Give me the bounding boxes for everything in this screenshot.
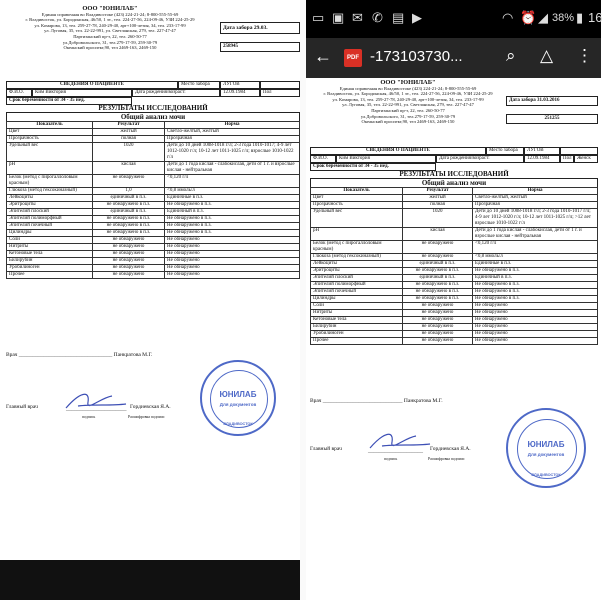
table-row (7, 265, 300, 272)
param-cell: Эпителий полиморфный (311, 282, 403, 289)
result-cell: кислая (403, 228, 473, 241)
lab-line: ул.Добровольского, 31, тел.279-17-59, 259-30-79 (360, 113, 456, 119)
result-cell: не обнаружено (403, 317, 473, 324)
back-arrow-icon[interactable]: ← (314, 46, 332, 66)
sign-decode-caption: Расшифровка подписи (128, 415, 165, 419)
result-cell: не обнаружено в п.з. (403, 282, 473, 289)
results-table (6, 121, 300, 279)
param-cell: Кетоновые тела (311, 317, 403, 324)
norm-cell: Светло-желтый, желтый (165, 129, 300, 136)
sex-value: Женск (574, 155, 598, 163)
result-cell: не обнаружено в п.з. (93, 216, 165, 223)
norm-cell: Не обнаружено (165, 272, 300, 279)
doctor-name: Панкратова М.Г. (403, 398, 443, 404)
test-title: Общий анализ мочи (6, 112, 300, 122)
lab-line: Партизанский пр-т, 22, тел. 260-50-77 (73, 33, 147, 39)
fio-value: Ким Виктория (336, 155, 436, 163)
norm-cell: Светло-желтый, желтый (473, 195, 598, 202)
sign-decode-caption: Расшифровка подписи (428, 457, 465, 461)
table-row (7, 195, 300, 202)
result-cell: единичный в п.з. (93, 195, 165, 202)
param-cell: Лейкоциты (311, 261, 403, 268)
doctor-label: Врач (6, 352, 18, 358)
result-cell: не обнаружено в п.з. (403, 289, 473, 296)
table-row (311, 209, 598, 228)
col-header-param: Показатель (311, 188, 403, 195)
result-cell: не обнаружено в п.з. (93, 202, 165, 209)
chief-label: Главный врач (6, 404, 38, 410)
norm-cell: Не обнаружено (165, 258, 300, 265)
sex-label: Пол (560, 155, 574, 163)
param-cell: Цвет (7, 129, 93, 136)
results-title: РЕЗУЛЬТАТЫ ИССЛЕДОВАНИЙ (399, 170, 509, 178)
table-row (311, 241, 598, 254)
result-cell: не обнаружено (93, 265, 165, 272)
test-title: Общий анализ мочи (310, 178, 598, 188)
table-row (7, 223, 300, 230)
norm-cell: Единичные в п.з. (165, 195, 300, 202)
stamp-center: ЮНИЛАБ (527, 440, 565, 449)
result-cell: не обнаружено (403, 254, 473, 261)
param-cell: Удельный вес (311, 209, 403, 228)
sex-label: Пол (260, 89, 300, 97)
param-cell: Цилиндры (7, 230, 93, 237)
table-row (311, 303, 598, 310)
table-row (7, 209, 300, 216)
table-row (7, 143, 300, 162)
lab-line: ул.Добровольского, 31, тел.279-17-59, 259-30-79 (62, 39, 158, 45)
table-row (7, 258, 300, 265)
alarm-icon: ⏰ (520, 10, 537, 25)
lab-line: г. Владивосток, ул. Бородинская, 46/50, 1 эт., тел. 224-27-56, 224-09-46, УЗИ 224-25-29 (323, 91, 493, 97)
param-cell: Эритроциты (311, 268, 403, 275)
birth-label: Дата рождения/возраст: (132, 89, 220, 97)
result-cell: единичный в п.з. (93, 209, 165, 216)
result-cell: желтый (403, 195, 473, 202)
order-number: 251255 (506, 114, 598, 124)
table-row (311, 310, 598, 317)
place-label: Место забора (178, 81, 220, 89)
norm-cell: Не обнаружено (165, 251, 300, 258)
table-row (311, 317, 598, 324)
result-cell: не обнаружено (93, 244, 165, 251)
param-cell: Глюкоза (метод гексокиназный) (7, 188, 93, 195)
param-cell: Соли (311, 303, 403, 310)
lab-name: ООО "ЮНИЛАБ" (380, 79, 436, 86)
black-bar (0, 560, 300, 600)
table-header-row (7, 122, 300, 129)
table-row (311, 338, 598, 345)
table-row (7, 230, 300, 237)
table-row (7, 129, 300, 136)
lab-line: ул. Комарова, 13, тел. 259-27-78, 240-29-40, арт+100-летия, 34, тел. 233-17-99 (34, 22, 186, 28)
sample-date: Дата забора 31.03.2016 (506, 96, 598, 106)
notification-icon: ▭ (312, 10, 325, 25)
lab-stamp (506, 408, 586, 488)
result-cell: желтый (93, 129, 165, 136)
param-cell: Белок (метод с пирогаллоловым красным) (311, 241, 403, 254)
table-row (7, 188, 300, 195)
table-row (311, 282, 598, 289)
order-number: 258945 (220, 42, 300, 52)
result-cell: не обнаружено (93, 175, 165, 188)
fio-label: Ф.И.О. (6, 89, 32, 97)
table-row (311, 261, 598, 268)
param-cell: Белок (метод с пирогаллоловым красным) (7, 175, 93, 188)
col-header-norm: Норма (473, 188, 598, 195)
norm-cell: Не обнаружено в п.з. (473, 282, 598, 289)
table-row (7, 251, 300, 258)
param-cell: Эпителий полиморфный (7, 216, 93, 223)
table-row (311, 296, 598, 303)
result-cell: не обнаружено (403, 338, 473, 345)
result-cell: 1,0 (93, 188, 165, 195)
place-label: Место забора (486, 147, 524, 155)
table-row (7, 136, 300, 143)
stamp-sub: Для документов (219, 402, 257, 407)
norm-cell: Прозрачная (165, 136, 300, 143)
norm-cell: Не обнаружено в п.з. (165, 216, 300, 223)
table-row (7, 237, 300, 244)
table-row (311, 202, 598, 209)
battery-icon: ▮ (576, 10, 584, 25)
param-cell: Уробилиноген (7, 265, 93, 272)
norm-cell: <0,8 ммоль/л (165, 188, 300, 195)
result-cell: не обнаружено (93, 258, 165, 265)
col-header-result: Результат (93, 122, 165, 129)
signal-icon: ◢ (538, 10, 548, 25)
result-cell: полная (403, 202, 473, 209)
play-icon: ▶ (412, 10, 422, 25)
doctor-label: Врач (310, 398, 322, 404)
search-icon[interactable]: ⌕ (506, 46, 516, 65)
norm-cell: <0,120 г/л (473, 241, 598, 254)
blank-cell (560, 147, 598, 155)
table-row (311, 228, 598, 241)
norm-cell: Не обнаружено в п.з. (165, 223, 300, 230)
param-cell: Удельный вес (7, 143, 93, 162)
norm-cell: Не обнаружено в п.з. (473, 268, 598, 275)
lab-line: Единая справочная во Владивостоке (423) 224-21-24; 8-800-555-55-69 (41, 11, 179, 17)
android-status-bar (306, 0, 601, 38)
result-cell: не обнаружено в п.з. (93, 230, 165, 237)
result-cell: не обнаружено (403, 241, 473, 254)
param-cell: Лейкоциты (7, 195, 93, 202)
doctor-name: Панкратова М.Г. (113, 352, 153, 358)
norm-cell: Не обнаружено в п.з. (165, 230, 300, 237)
result-cell: не обнаружено (403, 303, 473, 310)
table-row (311, 195, 598, 202)
place-value: ЛУГОВ (220, 81, 260, 89)
doctor-signature-line: Врач __________________________________ Панкратова М.Г. (6, 352, 153, 358)
norm-cell: <0,120 г/л (165, 175, 300, 188)
lab-name: ООО "ЮНИЛАБ" (82, 5, 138, 12)
fio-label: Ф.И.О. (310, 155, 336, 163)
call-icon: ✆ (372, 10, 383, 25)
param-cell: Эпителий плоский (311, 275, 403, 282)
chief-name: Гордиевская Я.А. (430, 446, 471, 452)
table-row (7, 175, 300, 188)
norm-cell: Дети до 1 года кислая - слабокислая, дети от 1 г. и взрослые кислая - нейтральная (165, 162, 300, 175)
pdf-viewer-app-bar (306, 38, 601, 78)
battery-percent: 38% (552, 12, 575, 24)
lab-line: Единая справочная во Владивостоке (423) 224-21-24; 8-800-555-55-69 (339, 85, 477, 91)
result-cell: кислая (93, 162, 165, 175)
norm-cell: Дети до 10 дней 1008-1018 г/л; 2-3 года 1010-1017; 4-9 лет 1012-1020 г/л; 10-12 лет 1011-1025 г/л; взрослые 1010-1022 г/л (165, 143, 300, 162)
sign-caption: подпись (384, 457, 398, 461)
table-row (311, 289, 598, 296)
result-cell: не обнаружено в п.з. (403, 296, 473, 303)
table-row (311, 324, 598, 331)
sample-date: Дата забора 29.03. (220, 22, 300, 34)
mail-icon: ✉ (352, 10, 363, 25)
result-cell: 1020 (403, 209, 473, 228)
wifi-icon: ◠ (502, 10, 514, 25)
param-cell: Глюкоза (метод гексокиназный) (311, 254, 403, 261)
norm-cell: Не обнаружено в п.з. (165, 202, 300, 209)
param-cell: Соли (7, 237, 93, 244)
norm-cell: Единичный в п.з. (473, 275, 598, 282)
result-cell: не обнаружено (403, 310, 473, 317)
norm-cell: <0,8 ммоль/л (473, 254, 598, 261)
lab-stamp (200, 360, 276, 436)
result-cell: единичный в п.з. (403, 261, 473, 268)
place-value: ЛУГОВ (524, 147, 560, 155)
norm-cell: Не обнаружено (473, 310, 598, 317)
result-cell: не обнаружено в п.з. (93, 223, 165, 230)
results-title: РЕЗУЛЬТАТЫ ИССЛЕДОВАНИЙ (98, 104, 208, 112)
image-icon: ▣ (332, 10, 345, 25)
table-row (311, 275, 598, 282)
param-cell: Кетоновые тела (7, 251, 93, 258)
param-cell: Эпителий плоский (7, 209, 93, 216)
param-cell: Нитриты (311, 310, 403, 317)
col-header-norm: Норма (165, 122, 300, 129)
table-row (311, 268, 598, 275)
table-row (7, 202, 300, 209)
left-document-page: ООО "ЮНИЛАБ" Единая справочная во Владивостоке (423) 224-21-24; 8-800-555-55-69 г. Владивосток, ул. Бородинская, 46/50, 1 эт., тел. 224-27-56, 224-09-46, УЗИ 224-25-29 ул. Комарова, 13, тел. 259-27-78, 240-29-40, арт+100-летия, 34, тел. 233-17-99 ул. Луговая, 35, тел. 22-22-991, ул. Светланская, 279, тел. 227-47-47 Партизанский пр-т, 22, тел. 260-50-77 ул.Добровольского, 31, тел.279-17-59, 259-30-79 Океанский проспект,90, тел 2469-163, 2469-150 Дата забора 29.03. 258945 СВЕДЕНИЯ О ПАЦИЕНТЕ Место забора ЛУГОВ Ф.И.О. Ким Виктория Дата рождения/возраст: 12.09.1984 Пол Срок беременности от 34 - 35 нед. РЕЗУЛЬТАТЫ ИССЛЕДОВАНИЙ Общий анализ мочи Показатель Результат Норма Цвет желтый Светло-желтый, желтый Прозрачность полная Прозрачная Удельный вес 1020 Дети до 10 дней 1008-1018 г/л; 2-3 года 1010-1017; 4-9 лет 1012-1020 г/л; 10-12 лет 1011-1025 г/л; взрослые 1010-1022 г/л pH кислая Дети до 1 года кислая - слабокислая, дети от 1 г. и взрослые кислая - нейтральная Белок (метод с пирогаллоловым красным) не обнаружено <0,120 г/л Глюкоза (метод гексокиназный) 1,0 <0,8 ммоль/л Лейкоциты единичный в п.з. Единичные в п.з. Эритроциты не обнаружено в п.з. Не обнаружено в п.з. Эпителий плоский единичный в п.з. Единичный в п.з. Эпителий полиморфный не обнаружено в п.з. Не обнаружено в п.з. Эпителий почечный не обнаружено в п.з. Не обнаружено в п.з. Цилиндры не обнаружено в п.з. Не обнаружено в п.з. Соли не обнаружено Не обнаружено Нитриты не обнаружено Не обнаружено Кетоновые тела не обнаружено Не обнаружено Билирубин не обнаружено Не обнаружено Уробилиноген не обнаружено Не обнаружено Прочее не обнаружено Не обнаружено Врач __________________________________ Панкратова М.Г. Главный врач ______________________ Гордиевская Я.А. подпись Расшифровка подписи ЮНИЛАБ Для документов ВЛАДИВОСТОК (0, 0, 300, 600)
birth-value: 12.09.1984 (220, 89, 260, 97)
norm-cell: Не обнаружено (165, 244, 300, 251)
param-cell: Эпителий почечный (311, 289, 403, 296)
param-cell: Прочее (7, 272, 93, 279)
norm-cell: Дети до 1 года кислая - слабокислая, дети от 1 г. и взрослые кислая - нейтральная (473, 228, 598, 241)
drive-icon[interactable]: △ (540, 46, 554, 65)
result-cell: не обнаружено (93, 251, 165, 258)
norm-cell: Не обнаружено (165, 237, 300, 244)
param-cell: Прозрачность (311, 202, 403, 209)
param-cell: Билирубин (7, 258, 93, 265)
norm-cell: Не обнаружено (473, 331, 598, 338)
lab-line: г. Владивосток, ул. Бородинская, 46/50, 1 эт., тел. 224-27-56, 224-09-46, УЗИ 224-25-29 (25, 17, 195, 23)
stamp-sub: Для документов (527, 452, 565, 457)
norm-cell: Не обнаружено (473, 338, 598, 345)
sms-icon: ▤ (392, 10, 405, 25)
patient-section-title: СВЕДЕНИЯ О ПАЦИЕНТЕ (310, 147, 486, 155)
result-cell: не обнаружено (93, 237, 165, 244)
table-row (311, 254, 598, 261)
pdf-file-icon: PDF (344, 49, 362, 67)
norm-cell: Не обнаружено (473, 324, 598, 331)
table-row (7, 272, 300, 279)
result-cell: не обнаружено в п.з. (403, 268, 473, 275)
document-title: -173103730... (370, 48, 463, 65)
lab-line: ул. Комарова, 13, тел. 259-27-78, 240-29-40, арт+100-летия, 34, тел. 233-17-99 (332, 96, 484, 102)
param-cell: Билирубин (311, 324, 403, 331)
norm-cell: Не обнаружено (473, 317, 598, 324)
result-cell: 1020 (93, 143, 165, 162)
col-header-result: Результат (403, 188, 473, 195)
pregnancy-term: Срок беременности от 34 - 35 нед. (310, 163, 436, 171)
param-cell: pH (7, 162, 93, 175)
table-header-row (311, 188, 598, 195)
norm-cell: Не обнаружено в п.з. (473, 296, 598, 303)
lab-line: Партизанский пр-т, 22, тел. 260-50-77 (371, 107, 445, 113)
lab-header (310, 80, 506, 125)
result-cell: полная (93, 136, 165, 143)
results-table (310, 187, 598, 345)
birth-label: Дата рождения/возраст: (436, 155, 524, 163)
table-row (7, 216, 300, 223)
param-cell: Эритроциты (7, 202, 93, 209)
norm-cell: Единичные в п.з. (473, 261, 598, 268)
norm-cell: Единичный в п.з. (165, 209, 300, 216)
lab-line: Океанский проспект,90, тел 2469-163, 2469-150 (63, 45, 157, 51)
norm-cell: Не обнаружено (473, 303, 598, 310)
param-cell: Прочее (311, 338, 403, 345)
right-phone-screenshot: ▭ ▣ ✉ ✆ ▤ ▶ ◠ ⏰ ◢ 38% ▮ 16 ← PDF -173103730... ⌕ △ ⋮ ООО "ЮНИЛАБ" Единая справочная во Владивостоке (423) 224-21-24; 8-800-555-55-69 г. Владивосток, ул. Бородинская, 46/50, 1 эт., тел. 224-27-56, 224-09-46, УЗИ 224-25-29 ул. Комарова, 13, тел. 259-27-78, 240-29-40, арт+100-летия, 34, тел. 233-17-99 ул. Луговая, 35, тел. 22-22-991, ул. Светланская, 279, тел. 227-47-47 Партизанский пр-т, 22, тел. 260-50-77 ул.Добровольского, 31, тел.279-17-59, 259-30-79 Океанский проспект,90, тел 2469-163, 2469-150 Дата забора 31.03.2016 251255 СВЕДЕНИЯ О ПАЦИЕНТЕ Место забора ЛУГОВ Ф.И.О. Ким Виктория Дата рождения/возраст: 12.09.1984 Пол Женск Срок беременности от 34 - 35 нед. РЕЗУЛЬТАТЫ ИССЛЕДОВАНИЙ Общий анализ мочи Показатель Результат Норма Цвет желтый Светло-желтый, желтый Прозрачность полная Прозрачная Удельный вес 1020 Дети до 10 дней 1008-1018 г/л; 2-3 года 1010-1017 г/л; 4-9 лет 1012-1020 г/л; 10-12 лет 1011-1025 г/л; >12 лет взрослые 1010-1022 г/л pH кислая Дети до 1 года кислая - слабокислая, дети от 1 г. и взрослые кислая - нейтральная Белок (метод с пирогаллоловым красным) не обнаружено <0,120 г/л Глюкоза (метод гексокиназный) не обнаружено <0,8 ммоль/л Лейкоциты единичный в п.з. Единичные в п.з. Эритроциты не обнаружено в п.з. Не обнаружено в п.з. Эпителий плоский единичный в п.з. Единичный в п.з. Эпителий полиморфный не обнаружено в п.з. Не обнаружено в п.з. Эпителий почечный не обнаружено в п.з. Не обнаружено в п.з. Цилиндры не обнаружено в п.з. Не обнаружено в п.з. Соли не обнаружено Не обнаружено Нитриты не обнаружено Не обнаружено Кетоновые тела не обнаружено Не обнаружено Билирубин не обнаружено Не обнаружено Уробилиноген не обнаружено Не обнаружено Прочее не обнаружено Не обнаружено Врач _____________________________ Панкратова М.Г. Главный врач ____________________ Гордиевская Я.А. подпись Расшифровка подписи ЮНИЛАБ Для документов ВЛАДИВОСТОК (306, 0, 601, 600)
lab-line: ул. Луговая, 35, тел. 22-22-991, ул. Светланская, 279, тел. 227-47-47 (44, 28, 176, 34)
table-row (311, 331, 598, 338)
fio-value: Ким Виктория (32, 89, 132, 97)
param-cell: Уробилиноген (311, 331, 403, 338)
blank-cell (260, 81, 300, 89)
param-cell: pH (311, 228, 403, 241)
stamp-city: ВЛАДИВОСТОК (223, 422, 253, 426)
result-cell: не обнаружено (93, 272, 165, 279)
clock: 16 (588, 10, 602, 25)
doctor-signature-line: Врач _____________________________ Панкратова М.Г. (310, 398, 443, 404)
patient-section-title: СВЕДЕНИЯ О ПАЦИЕНТЕ (6, 81, 178, 89)
col-header-param: Показатель (7, 122, 93, 129)
lab-line: Океанский проспект,90, тел 2469-163, 2469-150 (361, 119, 455, 125)
pregnancy-term: Срок беременности от 34 - 35 нед. (6, 97, 132, 105)
chief-name: Гордиевская Я.А. (130, 404, 171, 410)
norm-cell: Дети до 10 дней 1008-1018 г/л; 2-3 года 1010-1017 г/л; 4-9 лет 1012-1020 г/л; 10-12 лет 1011-1025 г/л; >12 лет взрослые 1010-1022 г/л (473, 209, 598, 228)
sign-caption: подпись (82, 415, 96, 419)
norm-cell: Прозрачная (473, 202, 598, 209)
param-cell: Эпителий почечный (7, 223, 93, 230)
lab-line: ул. Луговая, 35, тел. 22-22-991, ул. Светланская, 279, тел. 227-47-47 (342, 102, 474, 108)
result-cell: не обнаружено (403, 324, 473, 331)
table-row (7, 162, 300, 175)
stamp-center: ЮНИЛАБ (219, 390, 257, 399)
more-options-icon[interactable]: ⋮ (576, 46, 593, 65)
norm-cell: Не обнаружено в п.з. (473, 289, 598, 296)
param-cell: Нитриты (7, 244, 93, 251)
param-cell: Цвет (311, 195, 403, 202)
chief-label: Главный врач (310, 446, 342, 452)
birth-value: 12.09.1984 (524, 155, 560, 163)
table-row (7, 244, 300, 251)
param-cell: Цилиндры (311, 296, 403, 303)
result-cell: единичный в п.з. (403, 275, 473, 282)
param-cell: Прозрачность (7, 136, 93, 143)
norm-cell: Не обнаружено (165, 265, 300, 272)
stamp-city: ВЛАДИВОСТОК (531, 473, 561, 477)
lab-header (6, 6, 214, 51)
result-cell: не обнаружено (403, 331, 473, 338)
